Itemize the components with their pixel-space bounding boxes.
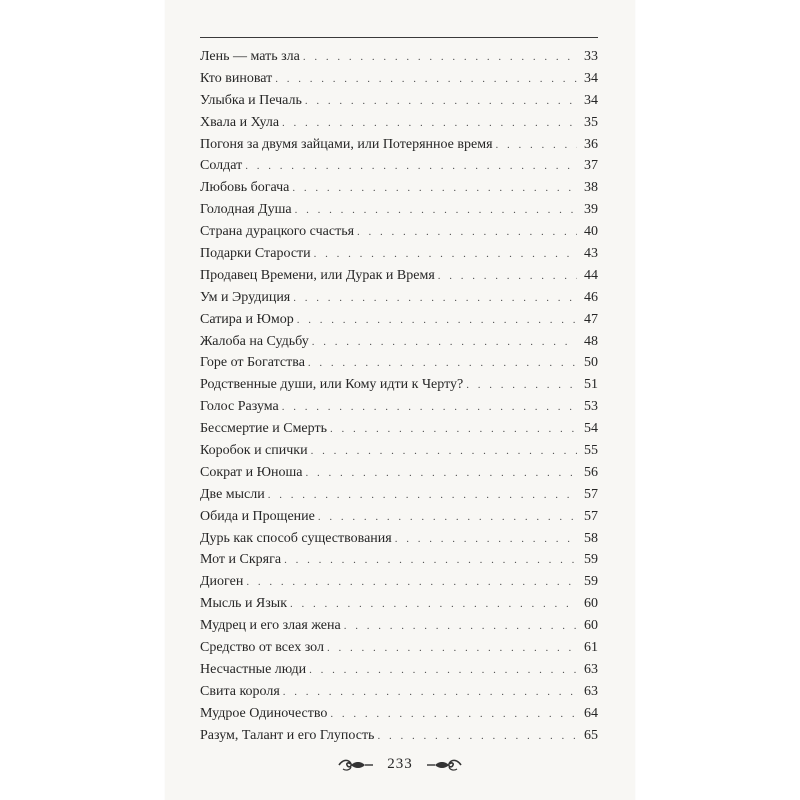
toc-entry-title: Хвала и Хула bbox=[200, 114, 280, 130]
toc-leader-dots bbox=[318, 507, 577, 529]
toc-entry-page: 35 bbox=[584, 114, 598, 130]
toc-entry bbox=[200, 725, 598, 747]
toc-entry-title: Голодная Душа bbox=[200, 202, 292, 218]
toc-entry-page: 59 bbox=[584, 574, 598, 590]
toc-entry bbox=[200, 134, 598, 156]
toc-entry-title: Горе от Богатства bbox=[200, 355, 305, 371]
toc-entry bbox=[200, 440, 598, 462]
toc-entry-page: 46 bbox=[584, 289, 598, 305]
table-of-contents bbox=[200, 46, 598, 747]
toc-leader-dots bbox=[297, 310, 577, 332]
toc-entry bbox=[200, 506, 598, 528]
toc-leader-dots bbox=[330, 419, 577, 441]
flourish-right-icon bbox=[425, 758, 463, 772]
toc-entry bbox=[200, 155, 598, 177]
toc-leader-dots bbox=[275, 69, 577, 91]
toc-entry bbox=[200, 484, 598, 506]
toc-leader-dots bbox=[293, 288, 577, 310]
toc-entry-page: 44 bbox=[584, 267, 598, 283]
toc-entry-page: 61 bbox=[584, 640, 598, 656]
toc-entry-title: Подарки Старости bbox=[200, 246, 311, 262]
toc-entry-title: Сократ и Юноша bbox=[200, 464, 303, 480]
toc-entry-title: Коробок и спички bbox=[200, 443, 308, 459]
toc-entry-page: 64 bbox=[584, 705, 598, 721]
toc-entry bbox=[200, 396, 598, 418]
page-footer bbox=[165, 756, 635, 773]
toc-entry-title: Две мысли bbox=[200, 486, 265, 502]
toc-entry-page: 54 bbox=[584, 421, 598, 437]
toc-entry bbox=[200, 112, 598, 134]
toc-leader-dots bbox=[290, 594, 577, 616]
toc-entry bbox=[200, 199, 598, 221]
toc-entry bbox=[200, 637, 598, 659]
header-rule bbox=[200, 37, 598, 38]
page-number: 233 bbox=[387, 756, 413, 772]
toc-entry-title: Страна дурацкого счастья bbox=[200, 224, 355, 240]
toc-entry-page: 55 bbox=[584, 443, 598, 459]
toc-leader-dots bbox=[282, 113, 577, 135]
toc-entry-title: Любовь богача bbox=[200, 180, 290, 196]
toc-leader-dots bbox=[327, 638, 577, 660]
toc-leader-dots bbox=[308, 353, 577, 375]
toc-entry-page: 58 bbox=[584, 530, 598, 546]
toc-entry-title: Голос Разума bbox=[200, 399, 279, 415]
toc-entry-title: Лень — мать зла bbox=[200, 49, 300, 64]
toc-entry-page: 56 bbox=[584, 464, 598, 480]
toc-entry-title: Мудрец и его злая жена bbox=[200, 618, 341, 634]
toc-entry-title: Ум и Эрудиция bbox=[200, 289, 291, 305]
toc-entry-page: 47 bbox=[584, 311, 598, 327]
toc-leader-dots bbox=[268, 485, 577, 507]
toc-entry-title: Свита короля bbox=[200, 683, 280, 699]
toc-leader-dots bbox=[303, 47, 577, 69]
toc-entry bbox=[200, 681, 598, 703]
toc-entry-title: Мысль и Язык bbox=[200, 596, 288, 612]
toc-entry-page: 63 bbox=[584, 661, 598, 677]
toc-leader-dots bbox=[344, 616, 577, 638]
toc-entry-title: Продавец Времени, или Дурак и Время bbox=[200, 267, 435, 283]
toc-entry-page: 57 bbox=[584, 486, 598, 502]
toc-entry-title: Диоген bbox=[200, 574, 244, 590]
toc-leader-dots bbox=[292, 178, 577, 200]
toc-entry bbox=[200, 418, 598, 440]
toc-entry-page: 48 bbox=[584, 333, 598, 349]
toc-entry bbox=[200, 703, 598, 725]
toc-leader-dots bbox=[312, 332, 577, 354]
toc-leader-dots bbox=[395, 529, 577, 551]
toc-entry-page: 59 bbox=[584, 552, 598, 568]
toc-entry bbox=[200, 46, 598, 68]
toc-entry-page: 57 bbox=[584, 508, 598, 524]
toc-leader-dots bbox=[245, 156, 577, 178]
toc-entry-page: 65 bbox=[584, 727, 598, 743]
toc-entry bbox=[200, 571, 598, 593]
toc-leader-dots bbox=[357, 222, 577, 244]
toc-entry-page: 40 bbox=[584, 224, 598, 240]
flourish-left-icon bbox=[337, 758, 375, 772]
toc-leader-dots bbox=[305, 91, 577, 113]
toc-entry-page: 38 bbox=[584, 180, 598, 196]
toc-entry-page: 53 bbox=[584, 399, 598, 415]
toc-entry-title: Жалоба на Судьбу bbox=[200, 333, 309, 349]
toc-entry bbox=[200, 593, 598, 615]
toc-entry bbox=[200, 221, 598, 243]
toc-entry-title: Родственные души, или Кому идти к Черту? bbox=[200, 377, 464, 393]
toc-entry-title: Разум, Талант и его Глупость bbox=[200, 727, 375, 743]
toc-entry-page: 34 bbox=[584, 70, 598, 86]
toc-entry-title: Мот и Скряга bbox=[200, 552, 282, 568]
toc-entry-title: Солдат bbox=[200, 158, 243, 174]
toc-entry-page: 37 bbox=[584, 158, 598, 174]
toc-leader-dots bbox=[311, 441, 577, 463]
toc-entry-page: 51 bbox=[584, 377, 598, 393]
toc-entry-title: Погоня за двумя зайцами, или Потерянное время bbox=[200, 136, 493, 152]
toc-entry-page: 43 bbox=[584, 246, 598, 262]
toc-entry-title: Несчастные люди bbox=[200, 661, 307, 677]
toc-entry-page: 50 bbox=[584, 355, 598, 371]
toc-entry-page: 33 bbox=[584, 49, 598, 64]
toc-entry bbox=[200, 352, 598, 374]
toc-entry-page: 63 bbox=[584, 683, 598, 699]
toc-entry bbox=[200, 528, 598, 550]
toc-entry-title: Сатира и Юмор bbox=[200, 311, 294, 327]
toc-entry bbox=[200, 549, 598, 571]
toc-entry-page: 60 bbox=[584, 596, 598, 612]
toc-entry-title: Дурь как способ существования bbox=[200, 530, 392, 546]
toc-entry bbox=[200, 287, 598, 309]
toc-entry bbox=[200, 243, 598, 265]
toc-leader-dots bbox=[438, 266, 577, 288]
toc-entry bbox=[200, 659, 598, 681]
toc-leader-dots bbox=[282, 397, 577, 419]
toc-entry bbox=[200, 90, 598, 112]
toc-entry bbox=[200, 374, 598, 396]
toc-leader-dots bbox=[314, 244, 577, 266]
toc-entry-title: Бессмертие и Смерть bbox=[200, 421, 327, 437]
toc-leader-dots bbox=[496, 135, 577, 157]
toc-leader-dots bbox=[309, 660, 577, 682]
toc-leader-dots bbox=[284, 550, 577, 572]
toc-entry bbox=[200, 265, 598, 287]
toc-entry bbox=[200, 615, 598, 637]
toc-leader-dots bbox=[283, 682, 577, 704]
toc-entry bbox=[200, 462, 598, 484]
toc-entry bbox=[200, 331, 598, 353]
toc-entry-title: Обида и Прощение bbox=[200, 508, 315, 524]
toc-entry-page: 34 bbox=[584, 92, 598, 108]
toc-entry bbox=[200, 309, 598, 331]
toc-leader-dots bbox=[295, 200, 577, 222]
toc-entry-page: 60 bbox=[584, 618, 598, 634]
toc-entry-title: Мудрое Одиночество bbox=[200, 705, 328, 721]
toc-entry-title: Средство от всех зол bbox=[200, 640, 324, 656]
toc-leader-dots bbox=[330, 704, 577, 726]
toc-entry-title: Улыбка и Печаль bbox=[200, 92, 302, 108]
toc-entry-title: Кто виноват bbox=[200, 70, 273, 86]
toc-entry bbox=[200, 177, 598, 199]
toc-entry bbox=[200, 68, 598, 90]
toc-leader-dots bbox=[377, 726, 577, 748]
toc-entry-page: 39 bbox=[584, 202, 598, 218]
toc-leader-dots bbox=[246, 572, 577, 594]
toc-entry-page: 36 bbox=[584, 136, 598, 152]
toc-leader-dots bbox=[466, 375, 577, 397]
toc-leader-dots bbox=[305, 463, 577, 485]
book-page bbox=[165, 0, 635, 800]
